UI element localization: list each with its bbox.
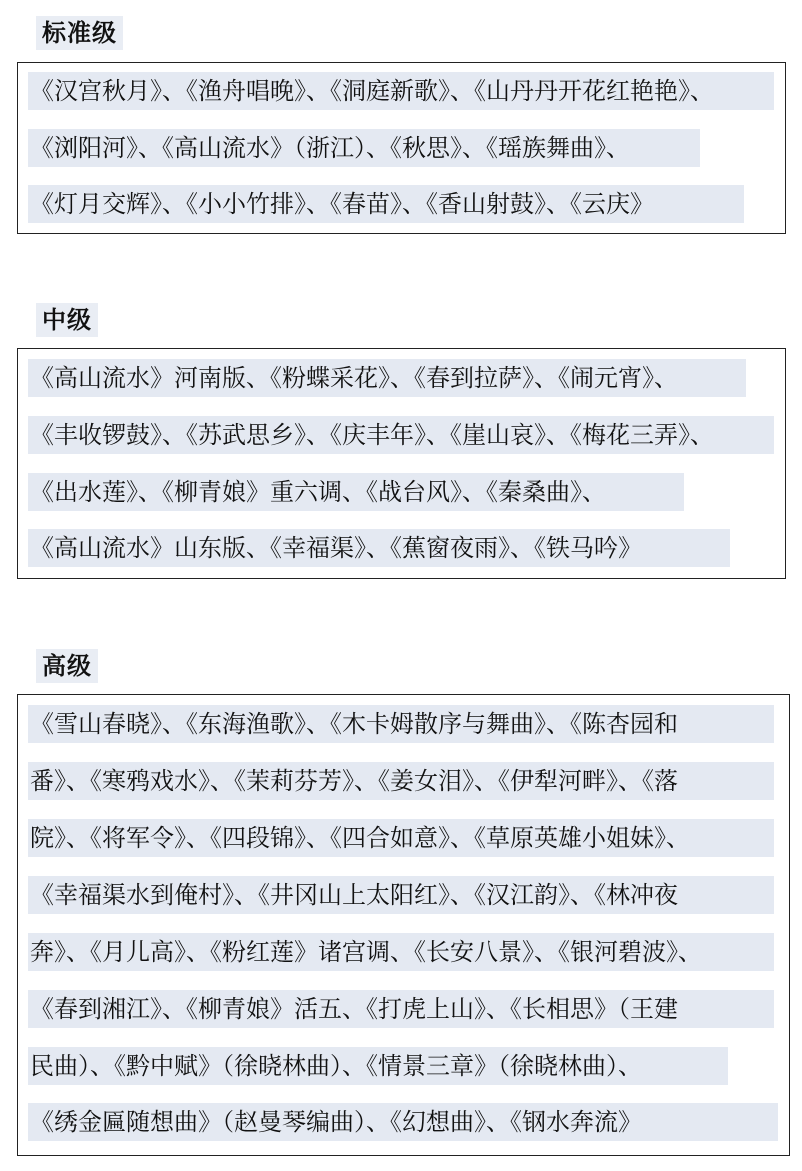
repertoire-line: 《春到湘江》、《柳青娘》活五、《打虎上山》、《长相思》（王建	[28, 990, 774, 1028]
section-title-intermediate: 中级	[36, 303, 98, 337]
repertoire-line: 《汉宫秋月》、《渔舟唱晚》、《洞庭新歌》、《山丹丹开花红艳艳》、	[28, 72, 774, 110]
repertoire-line: 民曲）、《黔中赋》（徐晓林曲）、《情景三章》（徐晓林曲）、	[28, 1047, 728, 1085]
repertoire-line: 《幸福渠水到俺村》、《井冈山上太阳红》、《汉江韵》、《林冲夜	[28, 876, 774, 914]
repertoire-line: 番》、《寒鸦戏水》、《茉莉芬芳》、《姜女泪》、《伊犁河畔》、《落	[28, 762, 774, 800]
repertoire-line: 《出水莲》、《柳青娘》重六调、《战台风》、《秦桑曲》、	[28, 473, 684, 511]
section-title-standard: 标准级	[36, 16, 123, 50]
repertoire-box-standard	[17, 62, 786, 234]
repertoire-line: 院》、《将军令》、《四段锦》、《四合如意》、《草原英雄小姐妹》、	[28, 819, 774, 857]
repertoire-box-intermediate	[17, 348, 786, 579]
section-title-advanced: 高级	[36, 649, 98, 683]
repertoire-line: 《高山流水》河南版、《粉蝶采花》、《春到拉萨》、《闹元宵》、	[28, 359, 746, 397]
repertoire-box-advanced	[17, 694, 790, 1156]
repertoire-line: 《绣金匾随想曲》（赵曼琴编曲）、《幻想曲》、《钢水奔流》	[28, 1103, 778, 1141]
repertoire-line: 《灯月交辉》、《小小竹排》、《春苗》、《香山射鼓》、《云庆》	[28, 185, 744, 223]
repertoire-line: 《雪山春晓》、《东海渔歌》、《木卡姆散序与舞曲》、《陈杏园和	[28, 705, 774, 743]
repertoire-line: 《浏阳河》、《高山流水》（浙江）、《秋思》、《瑶族舞曲》、	[28, 129, 700, 167]
repertoire-line: 奔》、《月儿高》、《粉红莲》诸宫调、《长安八景》、《银河碧波》、	[28, 933, 774, 971]
repertoire-line: 《高山流水》山东版、《幸福渠》、《蕉窗夜雨》、《铁马吟》	[28, 529, 730, 567]
repertoire-line: 《丰收锣鼓》、《苏武思乡》、《庆丰年》、《崖山哀》、《梅花三弄》、	[28, 416, 774, 454]
